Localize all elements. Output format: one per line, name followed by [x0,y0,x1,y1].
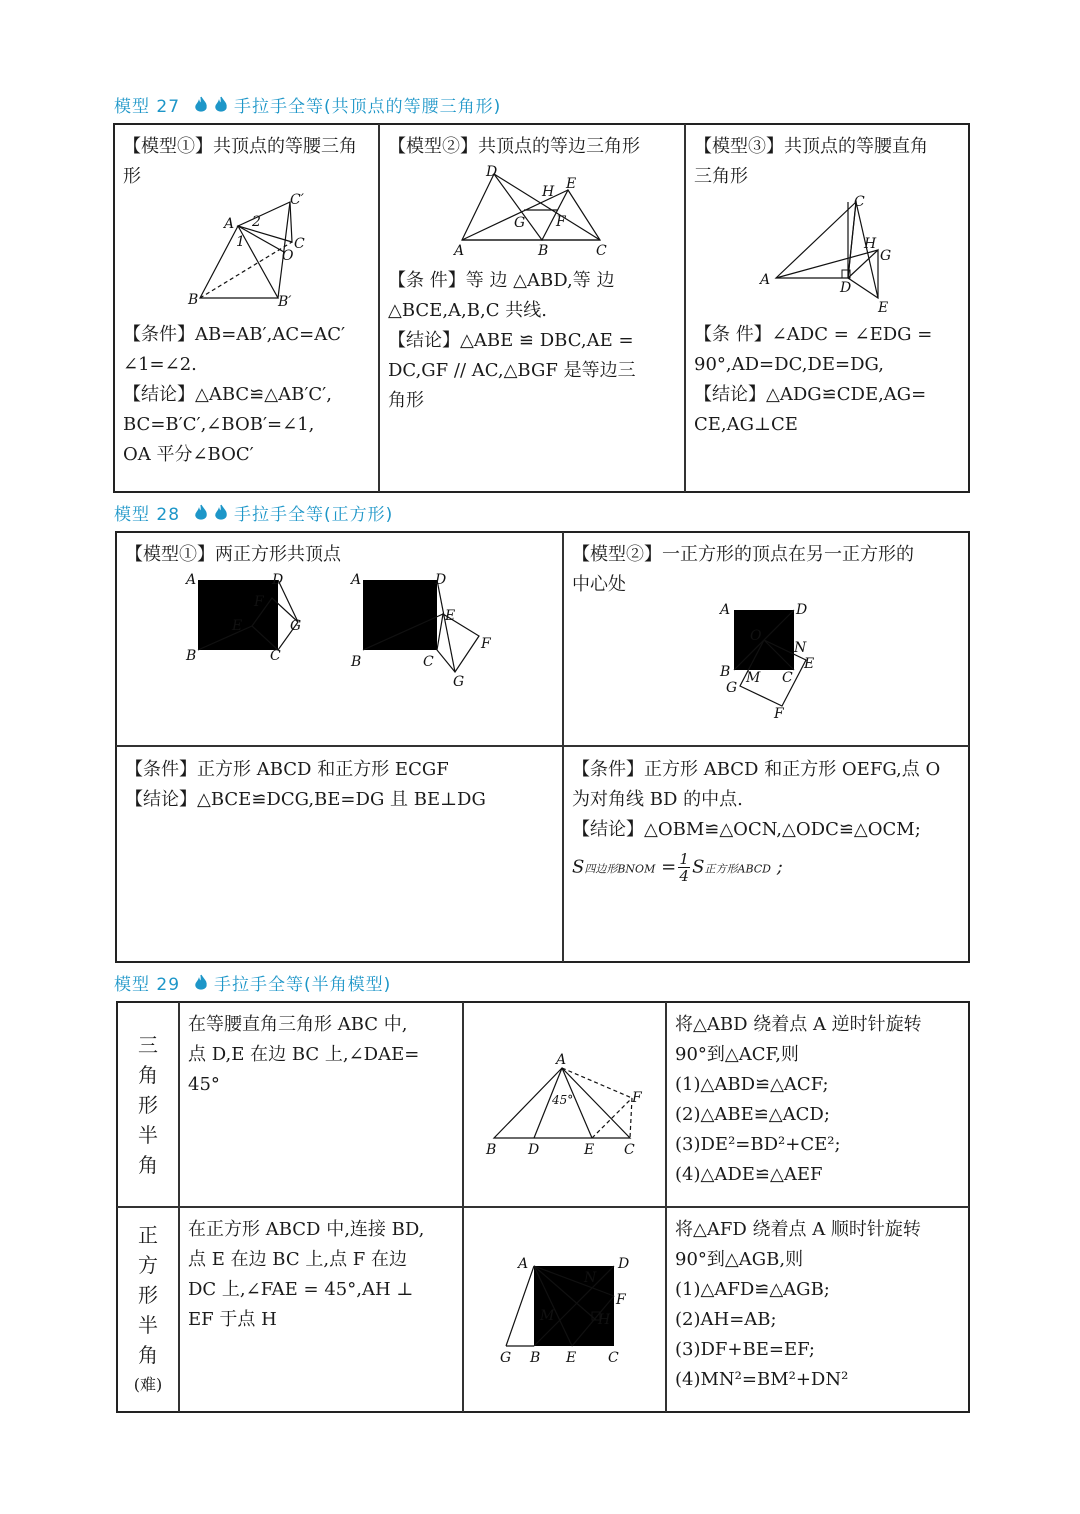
text-line: 【条件】正方形 ABCD 和正方形 OEFG,点 O [572,759,941,780]
svg-text:B: B [720,664,731,680]
section-29-title [114,970,391,995]
text-line: OA 平分∠BOC′ [123,444,254,465]
section-label: 模型 29 [114,975,181,995]
svg-text:A: A [351,572,362,588]
svg-text:B: B [530,1350,541,1366]
text-line: 【条件】正方形 ABCD 和正方形 ECGF [125,759,449,780]
svg-text:G: G [880,248,892,264]
svg-text:C: C [596,243,607,259]
row-label-triangle-half-angle: 三 角 形 半 角 [138,1033,158,1177]
svg-text:E: E [566,1350,577,1366]
text-line: CE,AG⊥CE [694,414,798,435]
svg-text:2: 2 [252,214,261,230]
text-line: 【模型③】共顶点的等腰直角 [694,136,928,157]
flame-icon [194,504,208,522]
text-line: DC 上,∠FAE = 45°,AH ⊥ [188,1279,414,1300]
svg-text:H: H [598,1312,611,1328]
row1-conclusion [667,1004,967,1204]
text-line: 【模型①】两正方形共顶点 [125,544,341,565]
section-label: 模型 27 [114,97,181,117]
svg-text:C: C [854,194,865,210]
flame-icon [194,96,208,114]
svg-text:E: E [566,176,577,192]
text-line: (4)MN²=BM²+DN² [675,1369,849,1390]
svg-text:A: A [760,272,771,288]
svg-text:E: E [445,608,456,624]
text-line: (1)△ABD≌△ACF; [675,1074,829,1095]
figure-triangle-half-angle [482,1050,652,1162]
svg-text:D: D [272,572,284,588]
svg-text:45°: 45° [552,1093,574,1107]
flame-icon [214,96,228,114]
svg-text:B: B [186,648,197,664]
model-28-cell-4 [564,749,968,961]
section-title: 手拉手全等(正方形) [234,505,394,525]
text-line: 90°到△ACF,则 [675,1044,799,1065]
area-formula: S四边形BNOM = $\frac{1}{4}$ S正方形ABCD ; [572,850,783,885]
text-line: 在等腰直角三角形 ABC 中, [188,1014,408,1035]
svg-text:D: D [796,602,808,618]
svg-text:A: A [518,1256,529,1272]
svg-text:E: E [804,656,815,672]
section-title: 手拉手全等(共顶点的等腰三角形) [234,97,502,117]
text-line: 将△AFD 绕着点 A 顺时针旋转 [675,1219,921,1240]
svg-text:B: B [188,292,199,308]
svg-text:D: D [528,1142,540,1158]
text-line: 【条件】AB=AB′,AC=AC′ [123,324,346,345]
text-line: 在正方形 ABCD 中,连接 BD, [188,1219,425,1240]
text-line: 【模型②】共顶点的等边三角形 [388,136,640,157]
text-line: BC=B′C′,∠BOB′=∠1, [123,414,315,435]
svg-text:E: E [232,618,243,634]
text-line: (2)△ABE≌△ACD; [675,1104,830,1125]
text-line: 【结论】△ABE ≌ DBC,AE = [388,330,634,351]
svg-text:F: F [774,706,784,722]
text-line: 【条 件】等 边 △ABD,等 边 [388,270,615,291]
svg-text:E: E [584,1142,595,1158]
figure-two-squares-a [180,568,310,668]
text-line: 【模型②】一正方形的顶点在另一正方形的 [572,544,914,565]
svg-text:B′: B′ [278,294,292,310]
svg-text:H: H [864,236,877,252]
row-label-square-half-angle: 正 方 形 半 角 (难) [133,1223,163,1394]
flame-icon [214,504,228,522]
svg-text:C: C [270,648,281,664]
text-line: (2)AH=AB; [675,1309,777,1330]
text-line: 点 E 在边 BC 上,点 F 在边 [188,1249,408,1270]
svg-text:C: C [782,670,793,686]
text-line: ∠1=∠2. [123,354,197,375]
row2-description [180,1209,460,1409]
text-line: 【结论】△ADG≌CDE,AG= [694,384,927,405]
figure-square-half-angle [494,1248,644,1370]
svg-text:C: C [624,1142,635,1158]
text-line: 45° [188,1074,220,1095]
svg-text:F: F [481,636,491,652]
svg-text:G: G [726,680,738,696]
svg-text:A: A [454,243,465,259]
section-title: 手拉手全等(半角模型) [214,975,392,995]
row2-conclusion [667,1209,967,1409]
text-line: △BCE,A,B,C 共线. [388,300,547,321]
svg-text:M: M [540,1308,555,1324]
row1-description [180,1004,460,1204]
figure-equilateral-common-vertex [450,160,620,260]
text-line: EF 于点 H [188,1309,277,1330]
svg-text:D: D [840,280,852,296]
text-line: (3)DF+BE=EF; [675,1339,816,1360]
text-line: (3)DE²=BD²+CE²; [675,1134,841,1155]
figure-square-center-vertex [716,598,826,724]
svg-text:H: H [542,184,555,200]
svg-text:D: D [435,572,447,588]
svg-text:O: O [282,248,294,264]
svg-text:F: F [556,214,566,230]
text-line: 形 [123,166,141,187]
text-line: 点 D,E 在边 BC 上,∠DAE= [188,1044,420,1065]
text-line: DC,GF // AC,△BGF 是等边三 [388,360,636,381]
svg-text:A: A [224,216,235,232]
text-line: (4)△ADE≌△AEF [675,1164,823,1185]
text-line: 【结论】△BCE≌DCG,BE=DG 且 BE⊥DG [125,789,486,810]
svg-text:O: O [750,628,762,644]
figure-isosceles-common-vertex [180,190,320,310]
svg-text:N: N [794,640,807,656]
text-line: 中心处 [572,574,626,595]
svg-text:F: F [632,1090,642,1106]
section-27-title [114,92,501,117]
text-line: 【模型①】共顶点的等腰三角 [123,136,357,157]
text-line: 将△ABD 绕着点 A 逆时针旋转 [675,1014,922,1035]
svg-text:1: 1 [236,234,245,250]
text-line: 【结论】△OBM≌△OCN,△ODC≌△OCM; [572,819,921,840]
svg-text:G: G [514,215,526,231]
svg-text:F: F [616,1292,626,1308]
svg-text:A: A [720,602,731,618]
figure-isosceles-right-common-vertex [756,190,906,315]
svg-text:C: C [608,1350,619,1366]
svg-text:B: B [538,243,549,259]
model-28-cell-3 [117,749,561,961]
svg-text:G: G [290,618,302,634]
text-line: 90°,AD=DC,DE=DG, [694,354,884,375]
text-line: 角形 [388,390,424,411]
text-line: 【条 件】∠ADC = ∠EDG = [694,324,933,345]
flame-icon [194,974,208,992]
svg-text:D: D [486,164,498,180]
svg-text:C: C [423,654,434,670]
svg-text:D: D [618,1256,630,1272]
svg-text:A: A [556,1052,567,1068]
svg-text:G: G [453,674,465,690]
text-line: 90°到△AGB,则 [675,1249,804,1270]
text-line: 三角形 [694,166,748,187]
svg-text:C: C [294,236,305,252]
section-28-title [114,500,393,525]
text-line: 为对角线 BD 的中点. [572,789,743,810]
svg-text:N: N [584,1270,597,1286]
text-line: 【结论】△ABC≌△AB′C′, [123,384,332,405]
text-line: (1)△AFD≌△AGB; [675,1279,830,1300]
svg-text:C′: C′ [290,192,304,208]
svg-text:B: B [486,1142,497,1158]
figure-two-squares-b [345,568,505,690]
svg-text:A: A [186,572,197,588]
section-label: 模型 28 [114,505,181,525]
svg-text:G: G [500,1350,512,1366]
svg-text:B: B [351,654,362,670]
svg-text:E: E [878,300,889,315]
svg-text:M: M [746,670,761,686]
svg-text:F: F [254,594,264,610]
